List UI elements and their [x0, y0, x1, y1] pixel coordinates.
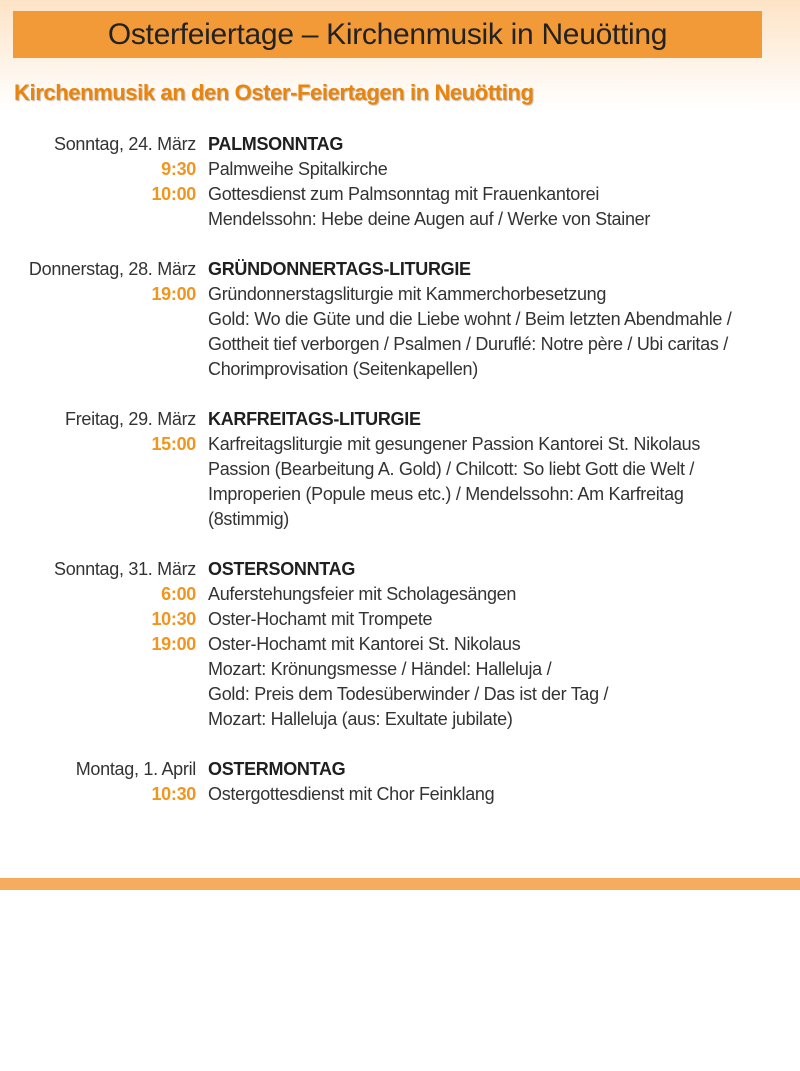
day-block	[0, 132, 800, 232]
schedule-entry	[0, 157, 800, 182]
day-header-row	[0, 407, 800, 432]
entry-time: 10:30	[151, 609, 196, 629]
entry-text: Gottesdienst zum Palmsonntag mit Frauenkantorei	[208, 184, 600, 204]
entry-text: Karfreitagsliturgie mit gesungener Passion Kantorei St. Nikolaus	[208, 434, 701, 454]
day-title: KARFREITAGS-LITURGIE	[208, 409, 421, 429]
entry-time	[0, 682, 196, 707]
entry-text: Oster-Hochamt mit Trompete	[208, 609, 433, 629]
schedule-entry	[0, 482, 800, 507]
entry-text: Chorimprovisation (Seitenkapellen)	[208, 359, 478, 379]
entry-text: (8stimmig)	[208, 509, 289, 529]
day-date: Sonntag, 31. März	[54, 559, 196, 579]
entry-text: Palmweihe Spitalkirche	[208, 159, 388, 179]
entry-time: 19:00	[151, 284, 196, 304]
schedule-entry	[0, 657, 800, 682]
entry-time	[0, 707, 196, 732]
entry-time	[0, 507, 196, 532]
schedule-entry	[0, 182, 800, 207]
entry-time	[0, 657, 196, 682]
day-block	[0, 557, 800, 732]
entry-time	[0, 332, 196, 357]
day-block	[0, 407, 800, 532]
entry-time: 10:30	[151, 784, 196, 804]
entry-text: Gottheit tief verborgen / Psalmen / Duruflé: Notre père / Ubi caritas /	[208, 334, 728, 354]
entry-text: Mozart: Halleluja (aus: Exultate jubilate)	[208, 709, 513, 729]
schedule-entry	[0, 357, 800, 382]
schedule-entry	[0, 507, 800, 532]
day-date: Montag, 1. April	[75, 759, 196, 779]
schedule	[0, 132, 800, 832]
day-block	[0, 757, 800, 807]
schedule-entry	[0, 282, 800, 307]
entry-time: 10:00	[151, 184, 196, 204]
day-header-row	[0, 757, 800, 782]
day-header-row	[0, 132, 800, 157]
entry-text: Passion (Bearbeitung A. Gold) / Chilcott: So liebt Gott die Welt /	[208, 459, 695, 479]
day-header-row	[0, 557, 800, 582]
day-title: PALMSONNTAG	[208, 134, 344, 154]
footer-bar	[0, 878, 800, 890]
entry-text: Mozart: Krönungsmesse / Händel: Halleluja /	[208, 659, 552, 679]
entry-text: Oster-Hochamt mit Kantorei St. Nikolaus	[208, 634, 521, 654]
entry-time: 9:30	[161, 159, 196, 179]
schedule-entry	[0, 307, 800, 332]
entry-text: Ostergottesdienst mit Chor Feinklang	[208, 784, 495, 804]
entry-time	[0, 482, 196, 507]
day-title: OSTERSONNTAG	[208, 559, 356, 579]
entry-text: Mendelssohn: Hebe deine Augen auf / Werke von Stainer	[208, 209, 651, 229]
schedule-entry	[0, 432, 800, 457]
schedule-entry	[0, 707, 800, 732]
day-header-row	[0, 257, 800, 282]
entry-time: 19:00	[151, 634, 196, 654]
schedule-entry	[0, 632, 800, 657]
entry-text: Auferstehungsfeier mit Scholagesängen	[208, 584, 517, 604]
day-date: Donnerstag, 28. März	[28, 259, 196, 279]
entry-text: Gold: Preis dem Todesüberwinder / Das ist der Tag /	[208, 684, 609, 704]
day-date: Sonntag, 24. März	[54, 134, 196, 154]
entry-time	[0, 207, 196, 232]
day-date: Freitag, 29. März	[65, 409, 196, 429]
schedule-entry	[0, 207, 800, 232]
entry-time	[0, 457, 196, 482]
day-block	[0, 257, 800, 382]
schedule-entry	[0, 582, 800, 607]
entry-time: 6:00	[161, 584, 196, 604]
page-title: Osterfeiertage – Kirchenmusik in Neuötting	[107, 17, 668, 51]
title-banner	[13, 11, 762, 58]
schedule-entry	[0, 457, 800, 482]
schedule-entry	[0, 607, 800, 632]
page-subtitle: Kirchenmusik an den Oster-Feiertagen in Neuötting	[14, 80, 534, 105]
entry-text: Gold: Wo die Güte und die Liebe wohnt / Beim letzten Abendmahle /	[208, 309, 732, 329]
entry-text: Improperien (Popule meus etc.) / Mendelssohn: Am Karfreitag	[208, 484, 684, 504]
entry-time: 15:00	[151, 434, 196, 454]
entry-text: Gründonnerstagsliturgie mit Kammerchorbesetzung	[208, 284, 607, 304]
day-title: OSTERMONTAG	[208, 759, 346, 779]
schedule-entry	[0, 682, 800, 707]
schedule-entry	[0, 332, 800, 357]
day-title: GRÜNDONNERTAGS-LITURGIE	[208, 259, 471, 279]
entry-time	[0, 357, 196, 382]
schedule-entry	[0, 782, 800, 807]
entry-time	[0, 307, 196, 332]
